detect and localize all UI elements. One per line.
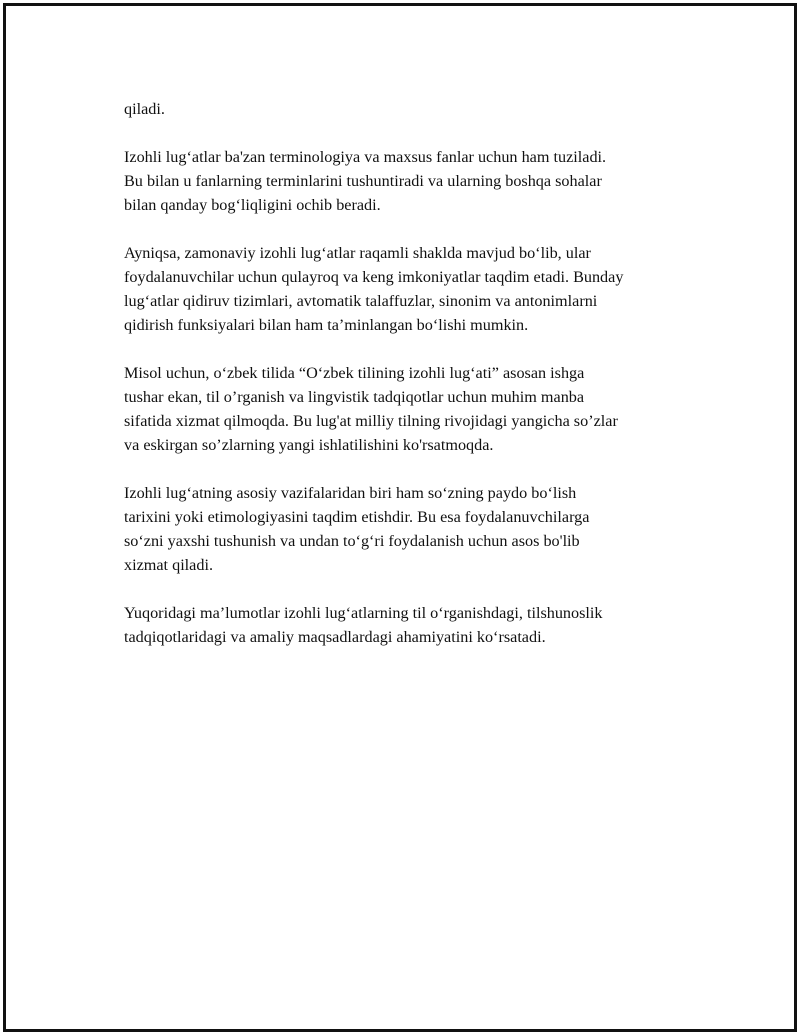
paragraph-4 <box>124 361 704 457</box>
text-line: Ayniqsa, zamonaviy izohli lug‘atlar raqamli shaklda mavjud bo‘lib, ular <box>124 244 591 262</box>
paragraph-3 <box>124 241 704 337</box>
document-body <box>124 97 704 673</box>
page-frame <box>3 3 797 1032</box>
text-line: so‘zni yaxshi tushunish va undan to‘g‘ri foydalanish uchun asos bo'lib <box>124 532 580 550</box>
text-line: Misol uchun, o‘zbek tilida “O‘zbek tilining izohli lug‘ati” asosan ishga <box>124 364 585 382</box>
text-line: sifatida xizmat qilmoqda. Bu lug'at milliy tilning rivojidagi yangicha so’zlar <box>124 412 618 430</box>
text-line: Izohli lug‘atlar ba'zan terminologiya va maxsus fanlar uchun ham tuziladi. <box>124 148 607 166</box>
paragraph-2 <box>124 145 704 217</box>
text-line: qiladi. <box>124 100 165 118</box>
text-line: tarixini yoki etimologiyasini taqdim etishdir. Bu esa foydalanuvchilarga <box>124 508 590 526</box>
text-line: Yuqoridagi ma’lumotlar izohli lug‘atlarning til o‘rganishdagi, tilshunoslik <box>124 604 603 622</box>
text-line: tushar ekan, til o’rganish va lingvistik tadqiqotlar uchun muhim manba <box>124 388 585 406</box>
text-line: qidirish funksiyalari bilan ham ta’minlangan bo‘lishi mumkin. <box>124 316 529 334</box>
text-line: foydalanuvchilar uchun qulayroq va keng imkoniyatlar taqdim etadi. Bunday <box>124 268 624 286</box>
paragraph-6 <box>124 601 704 649</box>
paragraph-5 <box>124 481 704 577</box>
text-line: lug‘atlar qidiruv tizimlari, avtomatik talaffuzlar, sinonim va antonimlarni <box>124 292 598 310</box>
text-line: xizmat qiladi. <box>124 556 214 574</box>
text-line: Bu bilan u fanlarning terminlarini tushuntiradi va ularning boshqa sohalar <box>124 172 602 190</box>
text-line: tadqiqotlaridagi va amaliy maqsadlardagi ahamiyatini ko‘rsatadi. <box>124 628 546 646</box>
text-line: bilan qanday bog‘liqligini ochib beradi. <box>124 196 381 214</box>
text-line: Izohli lug‘atning asosiy vazifalaridan biri ham so‘zning paydo bo‘lish <box>124 484 577 502</box>
paragraph-1 <box>124 97 704 121</box>
text-line: va eskirgan so’zlarning yangi ishlatilishini ko'rsatmoqda. <box>124 436 494 454</box>
